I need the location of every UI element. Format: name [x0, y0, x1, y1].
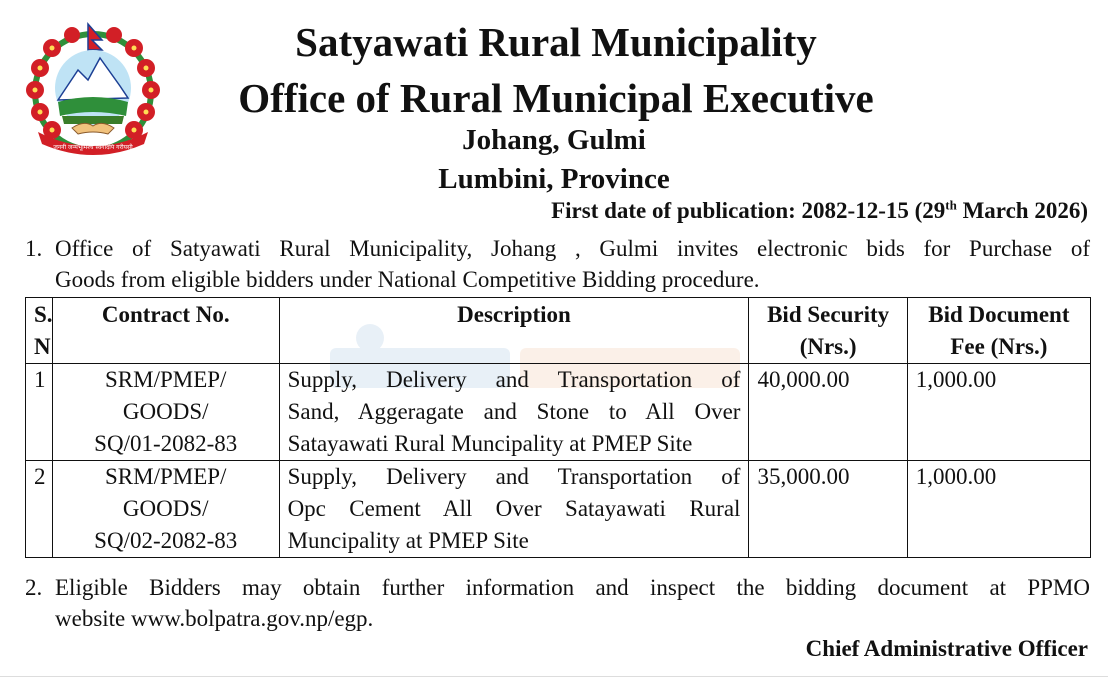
contract-line: SQ/02-2082-83: [94, 528, 238, 553]
contract-line: SQ/01-2082-83: [94, 431, 238, 456]
description-line: Muncipality at PMEP Site: [287, 528, 529, 553]
contract-line: GOODS/: [122, 399, 209, 424]
contract-line: SRM/PMEP/: [105, 367, 227, 392]
publication-date-prefix: First date of publication: 2082-12-15 (29: [551, 198, 946, 223]
header-fee-line: Bid Document: [928, 302, 1070, 327]
publication-date-suffix: March 2026): [956, 198, 1088, 223]
paragraph-line: Office of Satyawati Rural Municipality, Johang , Gulmi invites electronic bids for Purchase of: [55, 236, 1090, 261]
header-sn-line: N: [34, 334, 51, 359]
table-header-row: [26, 298, 1091, 364]
contract-line: SRM/PMEP/: [105, 464, 227, 489]
header-document-fee: [907, 298, 1090, 364]
website-link[interactable]: website www.bolpatra.gov.np/egp.: [55, 606, 374, 631]
header-security-line: (Nrs.): [799, 334, 857, 359]
cell-contract: [52, 364, 279, 461]
header-sn: [26, 298, 53, 364]
description-line: Supply, Delivery and Transportation of: [287, 464, 741, 489]
description-line: Opc Cement All Over Satayawati Rural: [287, 496, 741, 521]
cell-document-fee: 1,000.00: [907, 364, 1090, 461]
description-line: Satayawati Rural Muncipality at PMEP Site: [287, 431, 693, 456]
motto-text: जननी जन्मभूमिश्च स्वर्गादपि गरीयसी: [53, 144, 133, 151]
header-sn-line: S.: [34, 302, 53, 327]
cell-document-fee: 1,000.00: [907, 461, 1090, 558]
cell-sn: 2: [26, 461, 53, 558]
header-fee-line: Fee (Nrs.): [950, 334, 1048, 359]
header-bid-security: [749, 298, 907, 364]
bid-table: [25, 297, 1091, 558]
header-contract: Contract No.: [52, 298, 279, 364]
cell-sn: 1: [26, 364, 53, 461]
municipality-title: Satyawati Rural Municipality: [295, 19, 817, 65]
publication-date: [551, 198, 1088, 224]
publication-date-sup: th: [945, 197, 957, 213]
page-divider: [0, 676, 1108, 677]
header-description: Description: [279, 298, 749, 364]
cell-bid-security: 40,000.00: [749, 364, 907, 461]
contract-line: GOODS/: [122, 496, 209, 521]
cell-description: [279, 461, 749, 558]
paragraph-line: Goods from eligible bidders under National Competitive Bidding procedure.: [55, 267, 760, 292]
address-line-2: Lumbini, Province: [438, 163, 670, 195]
table-row: [26, 364, 1091, 461]
cell-description: [279, 364, 749, 461]
paragraph-text: [55, 572, 1090, 634]
paragraph-number: 1.: [25, 236, 43, 261]
office-title: Office of Rural Municipal Executive: [238, 75, 874, 121]
description-line: Supply, Delivery and Transportation of: [287, 367, 741, 392]
paragraph-number: 2.: [25, 575, 43, 600]
address-line-1: Johang, Gulmi: [462, 124, 646, 156]
description-line: Sand, Aggeragate and Stone to All Over: [287, 399, 741, 424]
paragraph-line: Eligible Bidders may obtain further information and inspect the bidding document at PPMO: [55, 575, 1090, 600]
cell-bid-security: 35,000.00: [749, 461, 907, 558]
notice-paragraph-2: [25, 572, 1090, 634]
notice-paragraph-1: [25, 233, 1090, 295]
cell-contract: [52, 461, 279, 558]
signature-title: Chief Administrative Officer: [805, 636, 1088, 661]
table-row: [26, 461, 1091, 558]
paragraph-text: [55, 233, 1090, 295]
header-security-line: Bid Security: [767, 302, 890, 327]
